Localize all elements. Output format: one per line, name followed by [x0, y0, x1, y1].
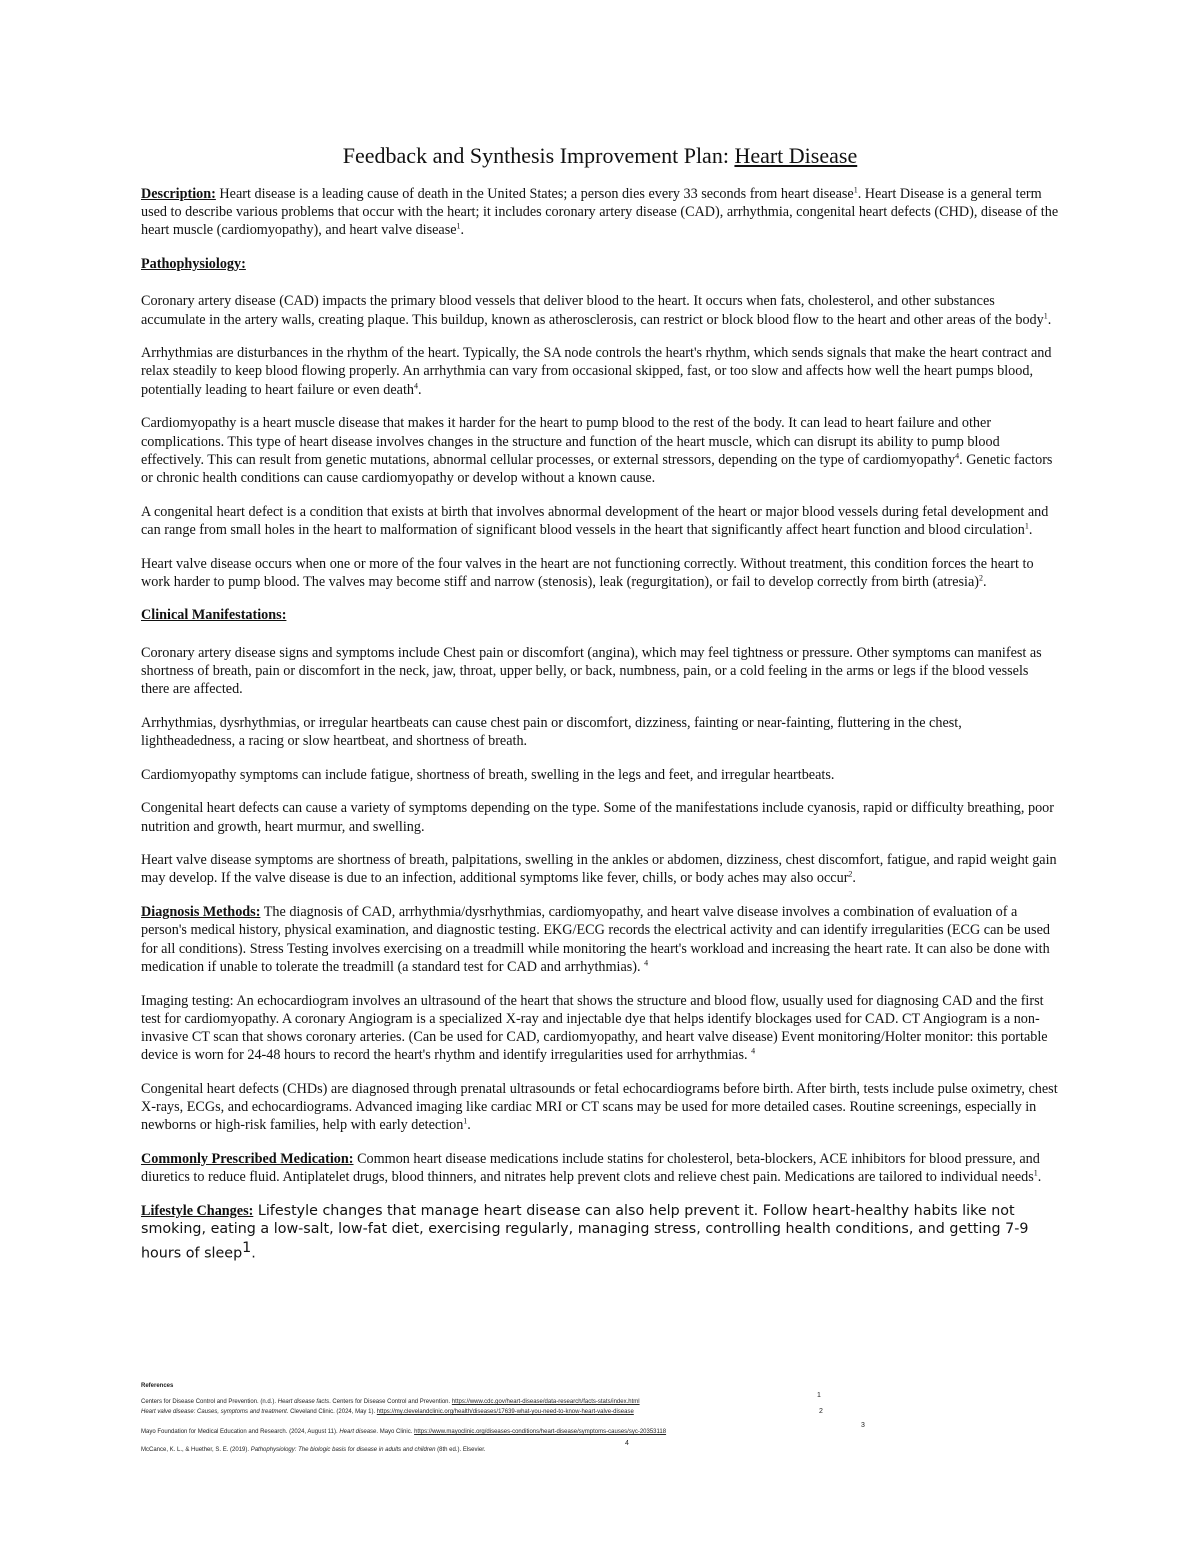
- reference-2-link[interactable]: https://my.clevelandclinic.org/health/diseases/17639-what-you-need-to-know-heart-valve-disease: [376, 1409, 634, 1415]
- valve-symptoms-paragraph: Heart valve disease symptoms are shortness of breath, palpitations, swelling in the ankles or abdomen, dizziness, chest discomfort, fatigue, and rapid weight gain may develop. If the valve disease is due to an infection, additional symptoms like fever, chills, or body aches may also occur$^2$.: [141, 852, 1057, 887]
- description-paragraph: Description: Heart disease is a leading cause of death in the United States; a person dies every 33 seconds from heart disease$^1$. Heart Disease is a general term used to describe various problems that occur with the heart; it includes coronary artery disease (CAD), arrhythmia, congenital heart defects (CHD), disease of the heart muscle (cardiomyopathy), and heart valve disease$^1$.: [141, 185, 1059, 239]
- reference-3-link[interactable]: https://www.mayoclinic.org/diseases-conditions/heart-disease/symptoms-causes/syc-20353118: [414, 1429, 667, 1435]
- cardiomyopathy-pathophysiology-paragraph: Cardiomyopathy is a heart muscle disease that makes it harder for the heart to pump blood to the rest of the body. It can lead to heart failure and other complications. This type of heart disease involves changes in the structure and function of the heart muscle, which can disrupt its ability to pump blood effectively. This can result from genetic mutations, abnormal cellular processes, or external stressors, depending on the type of cardiomyopathy$^4$. Genetic factors or chronic health conditions can cause cardiomyopathy or develop without a known cause.: [141, 415, 1053, 486]
- references-section: [141, 1381, 1059, 1455]
- valve-pathophysiology-paragraph: Heart valve disease occurs when one or more of the four valves in the heart are not functioning correctly. Without treatment, this condition forces the heart to work harder to pump blood. The valves may become stiff and narrow (stenosis), leak (regurgitation), or fail to develop correctly from birth (atresia)$^2$.: [141, 555, 1034, 590]
- diagnosis-paragraph: Diagnosis Methods: The diagnosis of CAD, arrhythmia/dysrhythmias, cardiomyopathy, and heart valve disease involves a combination of evaluation of a person's medical history, physical examination, and diagnostic testing. EKG/ECG records the electrical activity and can identify irregularities (ECG can be used for all conditions). Stress Testing involves exercising on a treadmill while monitoring the heart's workload and increasing the heart rate. It can also be done with medication if unable to tolerate the treadmill (a standard test for CAD and arrhythmias). $^4$: [141, 904, 1050, 975]
- reference-3: Mayo Foundation for Medical Education and Research. (2024, August 11). Heart disease. Mayo Clinic. https://www.mayoclinic.org/diseases-conditions/heart-disease/symptoms-causes/syc-20353118 3: [141, 1422, 865, 1435]
- imaging-paragraph: Imaging testing: An echocardiogram involves an ultrasound of the heart that shows the structure and blood flow, usually used for diagnosing CAD and the first test for cardiomyopathy. A coronary Angiogram is a specialized X-ray and injectable dye that helps identify blockages used for CAD. CT Angiogram is a non-invasive CT scan that shows coronary arteries. (Can be used for CAD, cardiomyopathy, and heart valve disease) Event monitoring/Holter monitor: this portable device is worn for 24-48 hours to record the heart's rhythm and identify irregularities used for arrhythmias. $^4$: [141, 992, 1048, 1064]
- diagnosis-heading: Diagnosis Methods:: [141, 904, 261, 921]
- references-title: References: [141, 1383, 174, 1389]
- reference-1-link[interactable]: https://www.cdc.gov/heart-disease/data-research/facts-stats/index.html: [451, 1399, 640, 1405]
- page-title: [141, 142, 1059, 170]
- medication-paragraph: Commonly Prescribed Medication: Common heart disease medications include statins for cholesterol, beta-blockers, ACE inhibitors for blood pressure, and diuretics to reduce fluid. Antiplatelet drugs, blood thinners, and nitrates help prevent clots and relieve chest pain. Medications are tailored to individual needs$^1$.: [141, 1150, 1042, 1186]
- lifestyle-heading: Lifestyle Changes:: [141, 1202, 254, 1219]
- reference-1: Centers for Disease Control and Prevention. (n.d.). Heart disease facts. Centers for Disease Control and Prevention. https://www.cdc.gov/heart-disease/data-research/facts-stats/index.html 1: [141, 1392, 821, 1405]
- reference-4: McCance, K. L., & Huether, S. E. (2019). Pathophysiology: The biologic basis for disease in adults and children (8th ed.). Elsevier. 4: [141, 1440, 629, 1453]
- cad-symptoms-paragraph: Coronary artery disease signs and symptoms include Chest pain or discomfort (angina), which may feel tightness or pressure. Other symptoms can manifest as shortness of breath, pain or discomfort in the neck, jaw, throat, upper belly, or back, numbness, pain, or a cold feeling in the arms or legs if the blood vessels there are affected.: [141, 644, 1042, 698]
- cardiomyopathy-symptoms-paragraph: Cardiomyopathy symptoms can include fatigue, shortness of breath, swelling in the legs and feet, and irregular heartbeats.: [141, 766, 835, 783]
- arrhythmia-pathophysiology-paragraph: Arrhythmias are disturbances in the rhythm of the heart. Typically, the SA node controls the heart's rhythm, which sends signals that make the heart contract and relax steadily to keep blood flowing properly. An arrhythmia can vary from occasional skipped, fast, or too slow and affects how well the heart pumps blood, potentially leading to heart failure or even death$^4$.: [141, 345, 1052, 398]
- medication-heading: Commonly Prescribed Medication:: [141, 1150, 354, 1167]
- reference-2: Heart valve disease: Causes, symptoms and treatment. Cleveland Clinic. (2024, May 1). https://my.clevelandclinic.org/health/diseases/17639-what-you-need-to-know-heart-valve-disease 2: [141, 1408, 823, 1415]
- title-topic: Heart Disease: [734, 143, 858, 168]
- chd-pathophysiology-paragraph: A congenital heart defect is a condition that exists at birth that involves abnormal development of the heart or major blood vessels during fetal development and can range from small holes in the heart to malformation of significant blood vessels in the heart that significantly affect heart function and blood circulation$^1$.: [141, 503, 1049, 538]
- clinical-manifestations-heading: Clinical Manifestations:: [141, 607, 287, 624]
- cad-pathophysiology-paragraph: Coronary artery disease (CAD) impacts the primary blood vessels that deliver blood to the heart. It occurs when fats, cholesterol, and other substances accumulate in the artery walls, creating plaque. This buildup, known as atherosclerosis, can restrict or block blood flow to the heart and other areas of the body$^1$.: [141, 293, 1052, 328]
- pathophysiology-heading: Pathophysiology:: [141, 256, 246, 273]
- chd-diagnosis-paragraph: Congenital heart defects (CHDs) are diagnosed through prenatal ultrasounds or fetal echocardiograms before birth. After birth, tests include pulse oximetry, chest X-rays, ECGs, and echocardiograms. Advanced imaging like cardiac MRI or CT scans may be used for more detailed cases. Routine screenings, especially in newborns or high-risk families, help with early detection$^1$.: [141, 1080, 1058, 1134]
- arrhythmia-symptoms-paragraph: Arrhythmias, dysrhythmias, or irregular heartbeats can cause chest pain or discomfort, dizziness, fainting or near-fainting, fluttering in the chest, lightheadedness, a racing or slow heartbeat, and shortness of breath.: [141, 714, 962, 749]
- description-heading: Description:: [141, 186, 216, 202]
- title-prefix: Feedback and Synthesis Improvement Plan:: [342, 143, 735, 168]
- chd-symptoms-paragraph: Congenital heart defects can cause a variety of symptoms depending on the type. Some of the manifestations include cyanosis, rapid or difficulty breathing, poor nutrition and growth, heart murmur, and swelling.: [141, 800, 1055, 835]
- document-body: [141, 185, 1059, 1279]
- lifestyle-paragraph: Lifestyle Changes: Lifestyle changes that manage heart disease can also help prevent it. Follow heart-healthy habits like not smoking, eating a low-salt, low-fat diet, exercising regularly, managing stress, controlling health conditions, and getting 7-9 hours of sleep$^1$.: [141, 1202, 1029, 1262]
